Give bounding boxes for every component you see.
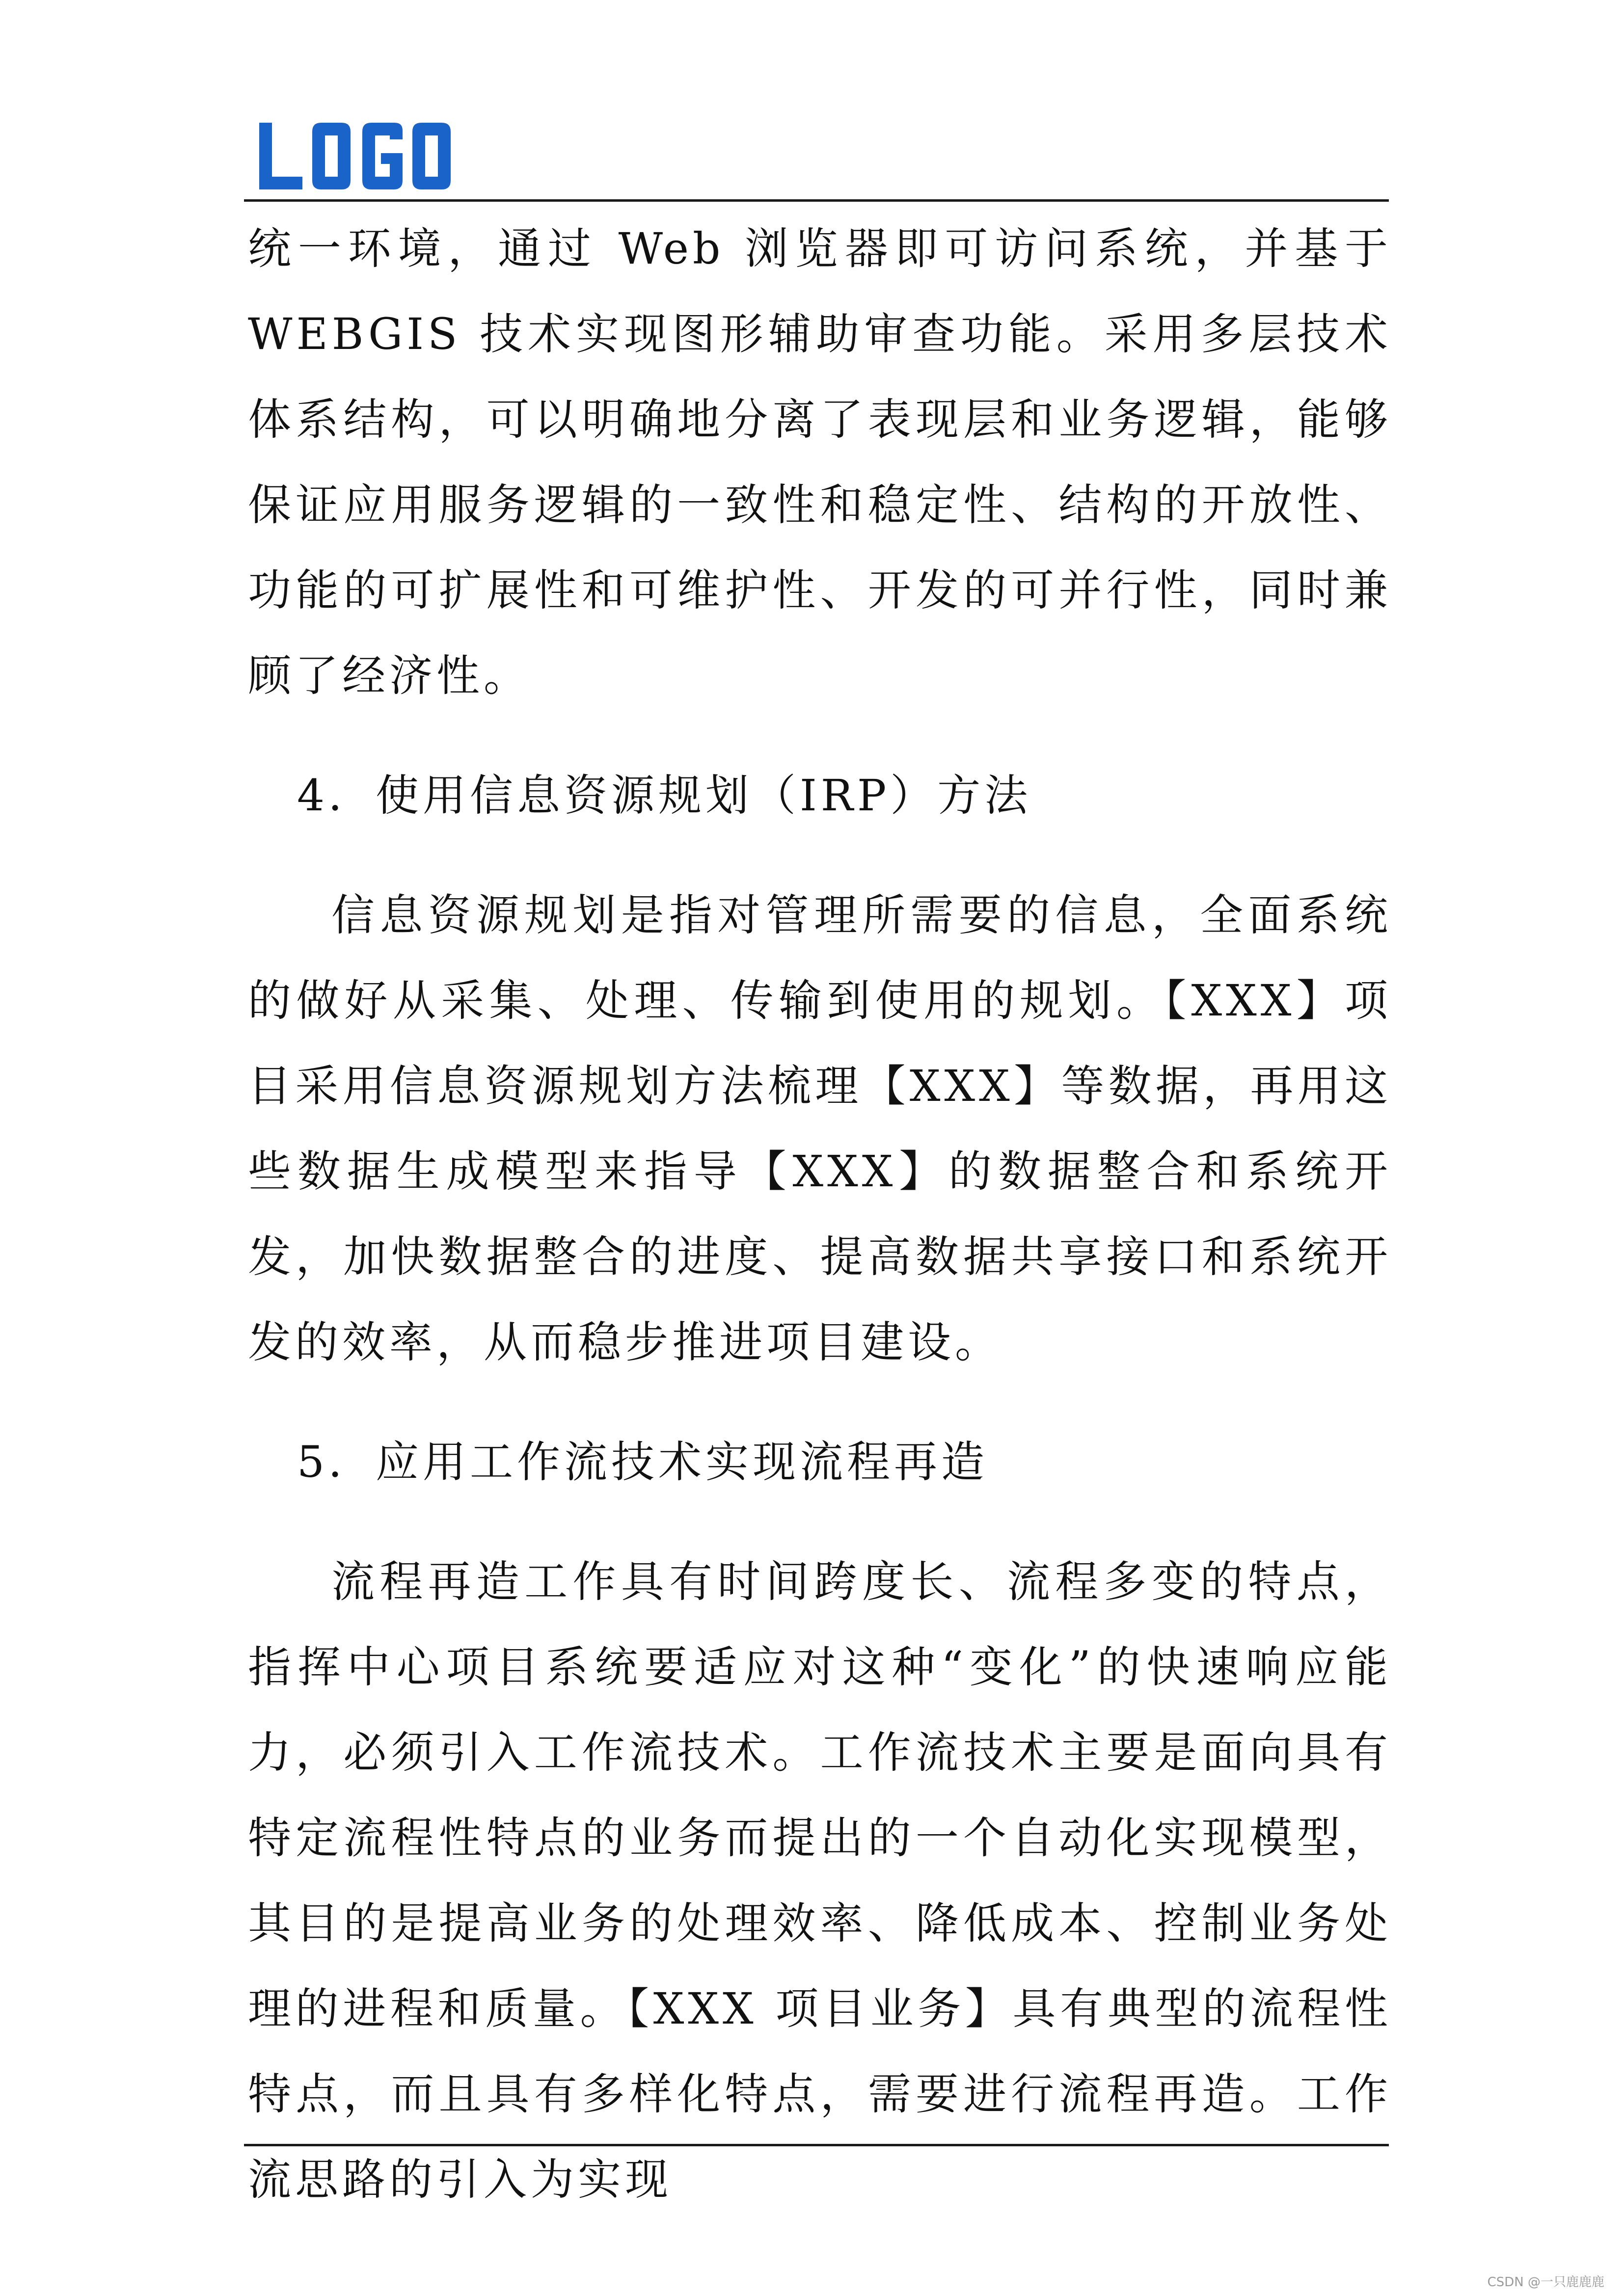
section-heading-5: 5．应用工作流技术实现流程再造 xyxy=(297,1437,988,1487)
footer-divider xyxy=(244,2144,1389,2146)
paragraph-workflow: 流程再造工作具有时间跨度长、流程多变的特点，指挥中心项目系统要适应对这种“变化”的快速响应能力，必须引入工作流技术。工作流技术主要是面向具有特定流程性特点的业务而提出的一个自动化实现模型，其目的是提高业务的处理效率、降低成本、控制业务处理的进程和质量。【XXX 项目业务】具有典型的流程性特点，而且具有多样化特点，需要进行流程再造。工作流思路的引入为实现 xyxy=(248,1556,1392,2205)
paragraph-irp: 信息资源规划是指对管理所需要的信息，全面系统的做好从采集、处理、传输到使用的规划。【XXX】项目采用信息资源规划方法梳理【XXX】等数据，再用这些数据生成模型来指导【XXX】的数据整合和系统开发，加快数据整合的进度、提高数据共享接口和系统开发的效率，从而稳步推进项目建设。 xyxy=(248,890,1392,1367)
section-heading-4: 4．使用信息资源规划（IRP）方法 xyxy=(297,770,1032,821)
logo xyxy=(259,123,456,189)
paragraph-continued: 统一环境，通过 Web 浏览器即可访问系统，并基于 WEBGIS 技术实现图形辅助审查功能。采用多层技术体系结构，可以明确地分离了表现层和业务逻辑，能够保证应用服务逻辑的一致性和稳定性、结构的开放性、功能的可扩展性和可维护性、开发的可并行性，同时兼顾了经济性。 xyxy=(248,223,1392,701)
document-body xyxy=(248,206,1392,2222)
header-divider xyxy=(244,199,1389,202)
watermark: CSDN @一只鹿鹿鹿 xyxy=(1487,2275,1604,2290)
